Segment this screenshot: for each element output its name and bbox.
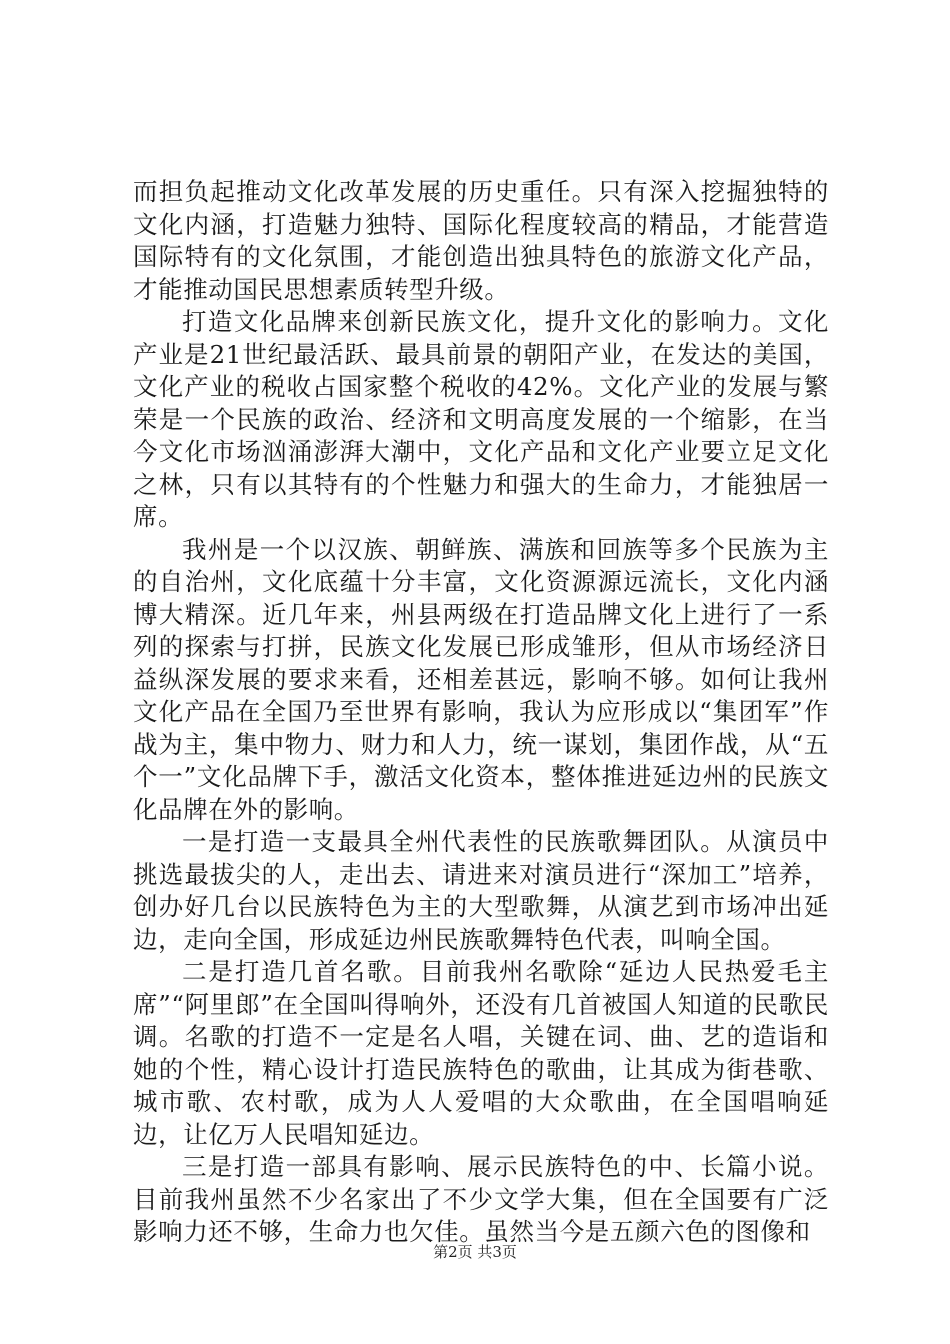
page-footer: 第2页 共3页: [433, 1243, 517, 1261]
paragraph-4: 一是打造一支最具全州代表性的民族歌舞团队。从演员中挑选最拔尖的人，走出去、请进来对演员进行“深加工”培养，创办好几台以民族特色为主的大型歌舞，从演艺到市场冲出延边，走向全国，形成延边州民族歌舞特色代表，叫响全国。: [133, 827, 829, 954]
document-body: [133, 176, 829, 1249]
paragraph-6: 三是打造一部具有影响、展示民族特色的中、长篇小说。目前我州虽然不少名家出了不少文学大集，但在全国要有广泛影响力还不够，生命力也欠佳。虽然当今是五颜六色的图像和: [133, 1152, 829, 1246]
paragraph-3: 我州是一个以汉族、朝鲜族、满族和回族等多个民族为主的自治州，文化底蕴十分丰富，文化资源源远流长，文化内涵博大精深。近几年来，州县两级在打造品牌文化上进行了一系列的探索与打拼，民族文化发展已形成雏形，但从市场经济日益纵深发展的要求来看，还相差甚远，影响不够。如何让我州文化产品在全国乃至世界有影响，我认为应形成以“集团军”作战为主，集中物力、财力和人力，统一谋划，集团作战，从“五个一”文化品牌下手，激活文化资本，整体推进延边州的民族文化品牌在外的影响。: [133, 534, 829, 824]
paragraph-1: 而担负起推动文化改革发展的历史重任。只有深入挖掘独特的文化内涵，打造魅力独特、国际化程度较高的精品，才能营造国际特有的文化氛围，才能创造出独具特色的旅游文化产品，才能推动国民思想素质转型升级。: [133, 177, 829, 304]
paragraph-2: 打造文化品牌来创新民族文化，提升文化的影响力。文化产业是21世纪最活跃、最具前景的朝阳产业，在发达的美国，文化产业的税收占国家整个税收的42%。文化产业的发展与繁荣是一个民族的政治、经济和文明高度发展的一个缩影，在当今文化市场汹涌澎湃大潮中，文化产品和文化产业要立足文化之林，只有以其特有的个性魅力和强大的生命力，才能独居一席。: [133, 307, 829, 531]
paragraph-5: 二是打造几首名歌。目前我州名歌除“延边人民热爱毛主席”“阿里郎”在全国叫得响外，还没有几首被国人知道的民歌民调。名歌的打造不一定是名人唱，关键在词、曲、艺的造诣和她的个性，精心设计打造民族特色的歌曲，让其成为街巷歌、城市歌、农村歌，成为人人爱唱的大众歌曲，在全国唱响延边，让亿万人民唱知延边。: [133, 957, 829, 1149]
